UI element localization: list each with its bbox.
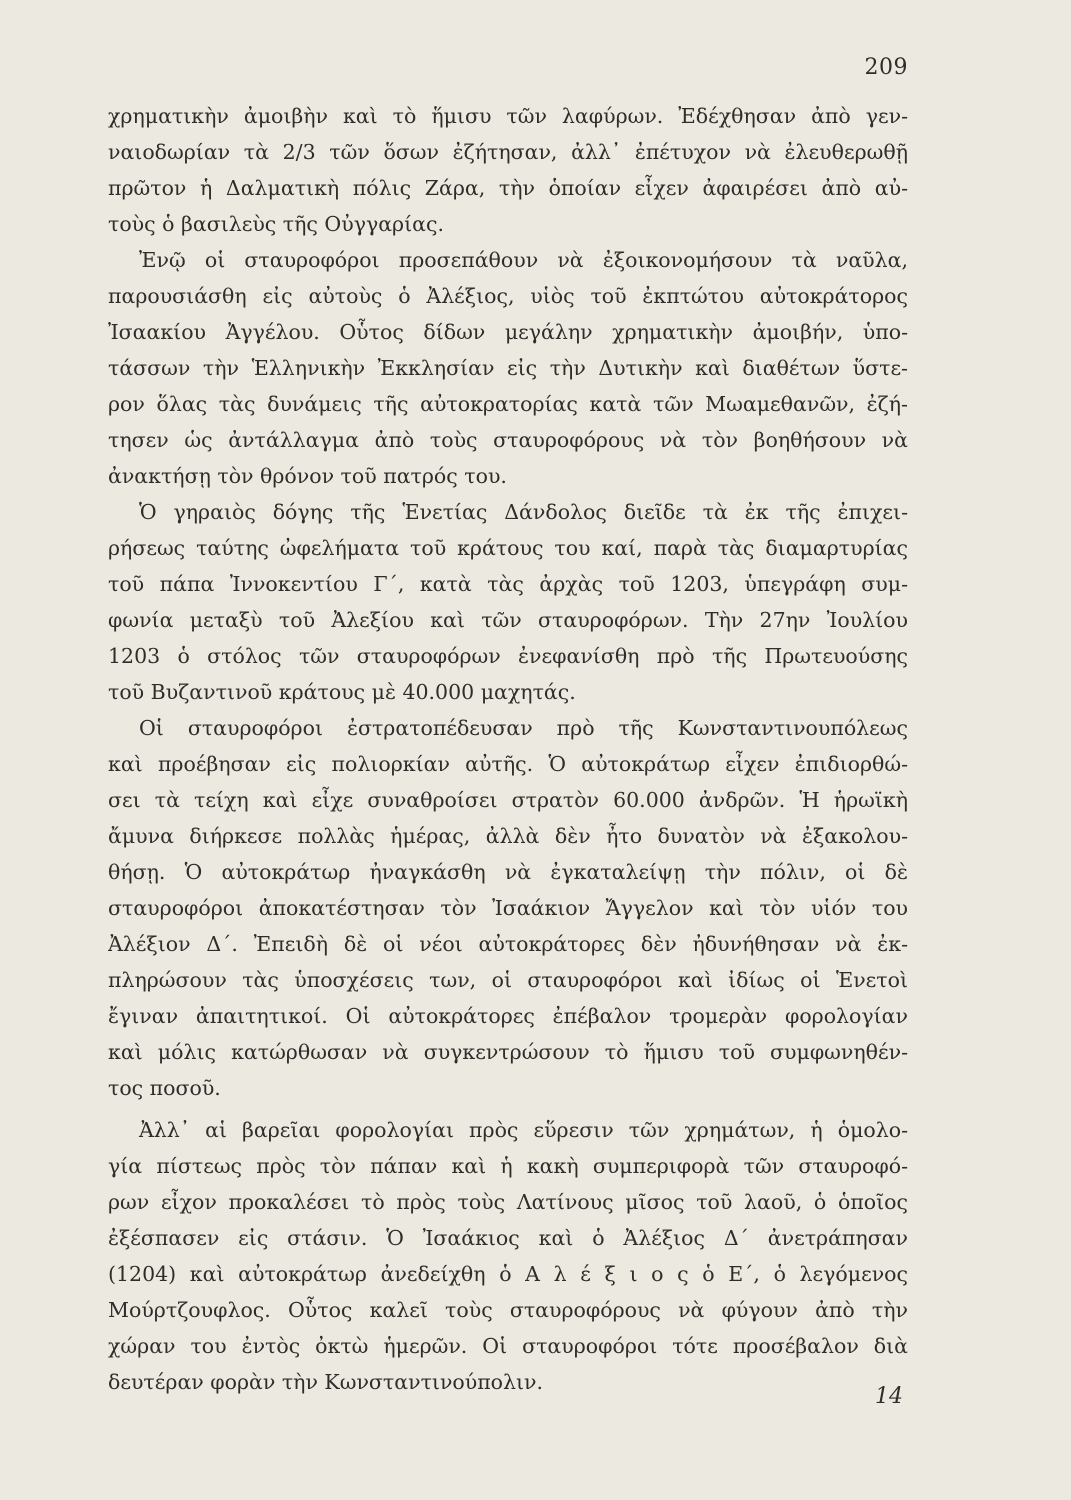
text-line: σταυροφόροι ἀποκατέστησαν τὸν Ἰσαάκιον Ἄγγελον καὶ τὸν υἱόν του — [108, 896, 908, 920]
text-line: παρουσιάσθη εἰς αὐτοὺς ὁ Ἀλέξιος, υἱὸς τοῦ ἐκπτώτου αὐτοκράτορος — [108, 284, 908, 308]
text-line: ἐξέσπασεν εἰς στάσιν. Ὁ Ἰσαάκιος καὶ ὁ Ἀλέξιος Δ΄ ἀνετράπησαν — [108, 1226, 908, 1250]
text-line: Ἐνῷ οἱ σταυροφόροι προσεπάθουν νὰ ἐξοικονομήσουν τὰ ναῦλα, — [139, 248, 908, 272]
text-line: πληρώσουν τὰς ὑποσχέσεις των, οἱ σταυροφόροι καὶ ἰδίως οἱ Ἑνετοὶ — [108, 968, 908, 992]
text-line: χρηματικὴν ἀμοιβὴν καὶ τὸ ἥμισυ τῶν λαφύρων. Ἐδέχθησαν ἀπὸ γεν- — [108, 104, 908, 128]
text-line: τοὺς ὁ βασιλεὺς τῆς Οὐγγαρίας. — [108, 212, 444, 236]
text-line: ναιοδωρίαν τὰ 2/3 τῶν ὅσων ἐζήτησαν, ἀλλ᾽ ἐπέτυχον νὰ ἐλευθερωθῇ — [108, 140, 908, 164]
text-line: Ὁ γηραιὸς δόγης τῆς Ἑνετίας Δάνδολος διεῖδε τὰ ἐκ τῆς ἐπιχει- — [139, 500, 908, 524]
paragraph — [108, 242, 908, 494]
paragraph — [108, 494, 908, 710]
text-line: καὶ μόλις κατώρθωσαν νὰ συγκεντρώσουν τὸ ἥμισυ τοῦ συμφωνηθέν- — [108, 1040, 908, 1064]
text-line: χώραν του ἐντὸς ὀκτὼ ἡμερῶν. Οἱ σταυροφόροι τότε προσέβαλον διὰ — [108, 1334, 908, 1358]
text-line: Ἀλλ᾽ αἱ βαρεῖαι φορολογίαι πρὸς εὕρεσιν τῶν χρημάτων, ἡ ὁμολο- — [139, 1118, 908, 1142]
text-line: ἄμυνα διήρκεσε πολλὰς ἡμέρας, ἀλλὰ δὲν ἦτο δυνατὸν νὰ ἐξακολου- — [108, 824, 908, 848]
text-line: σει τὰ τείχη καὶ εἶχε συναθροίσει στρατὸν 60.000 ἀνδρῶν. Ἡ ἡρωϊκὴ — [108, 788, 908, 812]
text-line: τησεν ὡς ἀντάλλαγμα ἀπὸ τοὺς σταυροφόρους νὰ τὸν βοηθήσουν νὰ — [108, 428, 908, 452]
body-text — [108, 98, 908, 1400]
page-number: 209 — [864, 55, 908, 80]
text-line: Ἰσαακίου Ἀγγέλου. Οὗτος δίδων μεγάλην χρηματικὴν ἀμοιβήν, ὑπο- — [108, 320, 908, 344]
text-line: ρον ὅλας τὰς δυνάμεις τῆς αὐτοκρατορίας κατὰ τῶν Μωαμεθανῶν, ἐζή- — [108, 392, 908, 416]
text-line: Μούρτζουφλος. Οὗτος καλεῖ τοὺς σταυροφόρους νὰ φύγουν ἀπὸ τὴν — [108, 1298, 908, 1322]
text-line: Οἱ σταυροφόροι ἐστρατοπέδευσαν πρὸ τῆς Κωνσταντινουπόλεως — [139, 716, 908, 740]
text-line: καὶ προέβησαν εἰς πολιορκίαν αὐτῆς. Ὁ αὐτοκράτωρ εἶχεν ἐπιδιορθώ- — [108, 752, 908, 776]
text-line: τοῦ Βυζαντινοῦ κράτους μὲ 40.000 μαχητάς. — [108, 680, 576, 704]
text-line: τάσσων τὴν Ἑλληνικὴν Ἐκκλησίαν εἰς τὴν Δυτικὴν καὶ διαθέτων ὕστε- — [108, 356, 908, 380]
text-line: ρων εἶχον προκαλέσει τὸ πρὸς τοὺς Λατίνους μῖσος τοῦ λαοῦ, ὁ ὁποῖος — [108, 1190, 908, 1214]
text-line: ἀνακτήσῃ τὸν θρόνον τοῦ πατρός του. — [108, 464, 507, 488]
text-line: φωνία μεταξὺ τοῦ Ἀλεξίου καὶ τῶν σταυροφόρων. Τὴν 27ην Ἰουλίου — [108, 608, 908, 632]
text-line: ἔγιναν ἀπαιτητικοί. Οἱ αὐτοκράτορες ἐπέβαλον τρομερὰν φορολογίαν — [108, 1004, 908, 1028]
text-line: γία πίστεως πρὸς τὸν πάπαν καὶ ἡ κακὴ συμπεριφορὰ τῶν σταυροφό- — [108, 1154, 908, 1178]
text-line: θήσῃ. Ὁ αὐτοκράτωρ ἠναγκάσθη νὰ ἐγκαταλείψῃ τὴν πόλιν, οἱ δὲ — [108, 860, 908, 884]
text-line: ρήσεως ταύτης ὠφελήματα τοῦ κράτους του καί, παρὰ τὰς διαμαρτυρίας — [108, 536, 908, 560]
text-line: τος ποσοῦ. — [108, 1076, 221, 1100]
text-line: πρῶτον ἡ Δαλματικὴ πόλις Ζάρα, τὴν ὁποίαν εἶχεν ἀφαιρέσει ἀπὸ αὐ- — [108, 176, 908, 200]
text-line: δευτέραν φορὰν τὴν Κωνσταντινούπολιν. — [108, 1370, 544, 1394]
text-line: 1203 ὁ στόλος τῶν σταυροφόρων ἐνεφανίσθη πρὸ τῆς Πρωτευούσης — [108, 644, 908, 668]
paragraph — [108, 710, 908, 1106]
paragraph — [108, 1112, 908, 1400]
text-line: (1204) καὶ αὐτοκράτωρ ἀνεδείχθη ὁ Α λ έ ξ ι ο ς ὁ Ε΄, ὁ λεγόμενος — [108, 1262, 908, 1286]
text-line: Ἀλέξιον Δ΄. Ἐπειδὴ δὲ οἱ νέοι αὐτοκράτορες δὲν ἠδυνήθησαν νὰ ἐκ- — [108, 932, 908, 956]
text-line: τοῦ πάπα Ἰννοκεντίου Γ΄, κατὰ τὰς ἀρχὰς τοῦ 1203, ὑπεγράφη συμ- — [108, 572, 908, 596]
paragraph — [108, 98, 908, 242]
signature-mark: 14 — [875, 1384, 903, 1409]
